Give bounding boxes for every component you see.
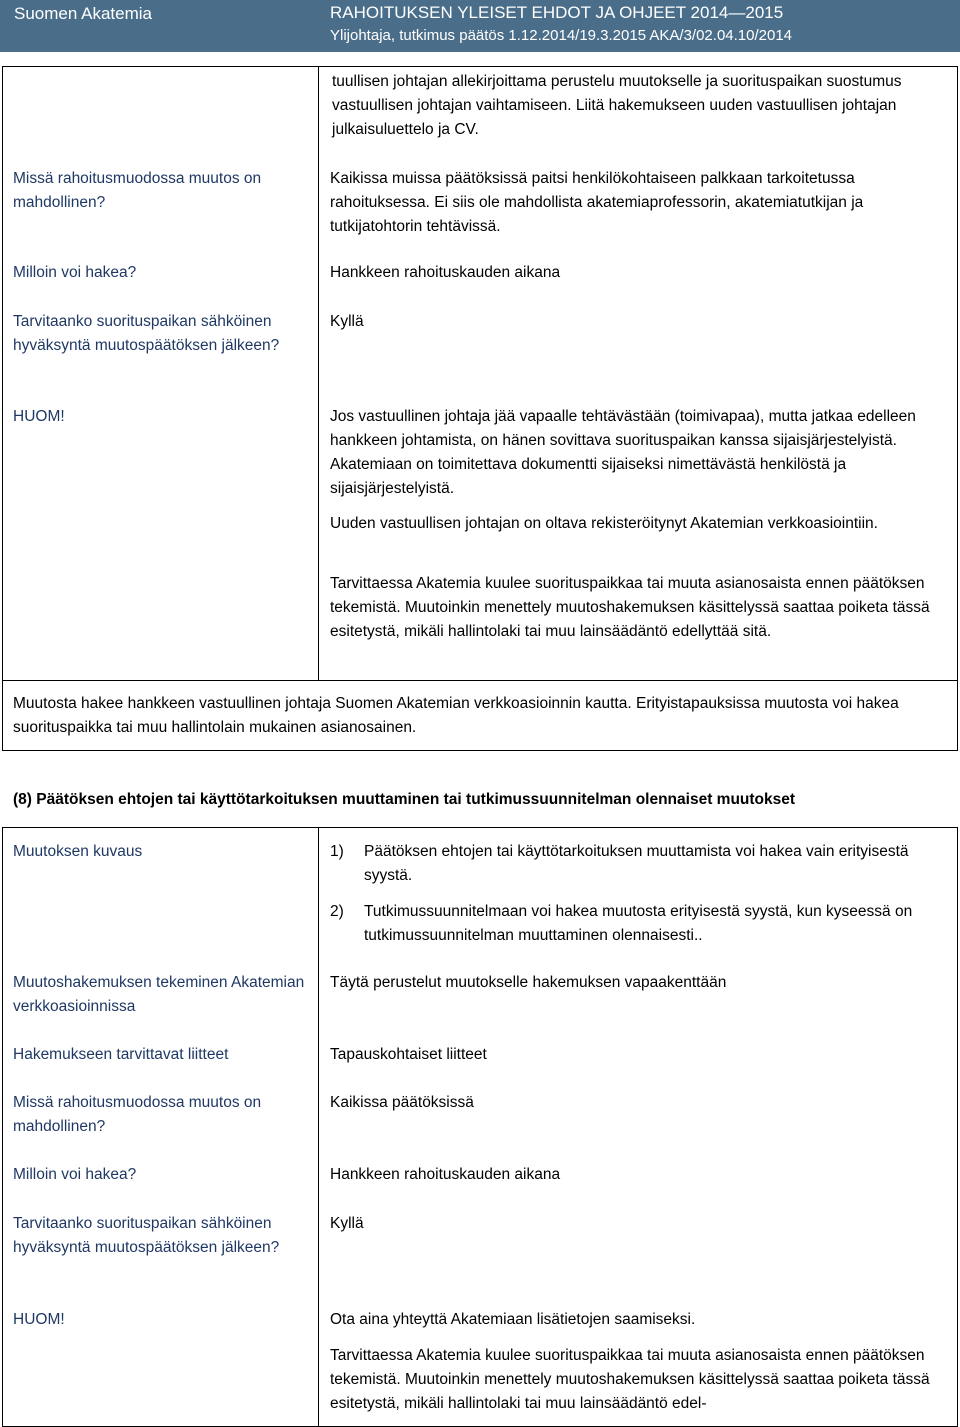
- row-label-funding-type: Missä rahoitusmuodossa muutos on mahdollinen?: [13, 170, 262, 211]
- section8-heading: (8) Päätöksen ehtojen tai käyttötarkoituksen muuttaminen tai tutkimussuunnitelman olennaiset muutokset: [13, 791, 796, 808]
- row-label-verkkoasiointi: Muutoshakemuksen tekeminen Akatemian verkkoasioinnissa: [13, 974, 305, 1015]
- row-value-approval: Kyllä: [330, 313, 364, 330]
- row-value-funding-type: Kaikissa muissa päätöksissä paitsi henkilökohtaiseen palkkaan tarkoitetussa rahoituksessa. Ei siis ole mahdollista akatemiaprofessorin, akatemiatutkijan ja tutkijatohtorin tehtävissä.: [330, 170, 864, 235]
- row-label-huom: HUOM!: [13, 408, 65, 425]
- row-value-when-8: Hankkeen rahoituskauden aikana: [330, 1166, 561, 1183]
- row-value-funding-type-8: Kaikissa päätöksissä: [330, 1094, 474, 1111]
- row-label-funding-type-8: Missä rahoitusmuodossa muutos on mahdollinen?: [13, 1094, 262, 1135]
- kuvaus-item-1-text: Päätöksen ehtojen tai käyttötarkoituksen muuttamista voi hakea vain erityisestä syystä.: [364, 843, 909, 884]
- kuvaus-item-1-number: 1): [330, 843, 344, 860]
- row-value-when: Hankkeen rahoituskauden aikana: [330, 264, 561, 281]
- header-brand: Suomen Akatemia: [14, 4, 152, 23]
- header-title: RAHOITUKSEN YLEISET EHDOT JA OHJEET 2014—2015: [330, 3, 784, 22]
- huom-paragraph-2: Uuden vastuullisen johtajan on oltava rekisteröitynyt Akatemian verkkoasiointiin.: [330, 515, 878, 532]
- row-label-when-8: Milloin voi hakea?: [13, 1166, 137, 1183]
- huom-8-extra: Tarvittaessa Akatemia kuulee suorituspaikkaa tai muuta asianosaista ennen päätöksen tekemistä. Muutoinkin menettely muutoshakemuksen käsittelyssä saattaa poiketa tässä esitetystä, mikäli hallintolaki tai muu lainsäädäntö edel-: [330, 1347, 930, 1412]
- kuvaus-item-2-text: Tutkimussuunnitelmaan voi hakea muutosta erityisestä syystä, kun kyseessä on tutkimussuunnitelman muuttaminen olennaisesti..: [364, 903, 913, 944]
- row-value-attachments: Tapauskohtaiset liitteet: [330, 1046, 487, 1063]
- kuvaus-item-1: [330, 840, 930, 890]
- row-label-kuvaus: Muutoksen kuvaus: [13, 843, 143, 860]
- huom-paragraph-3: Tarvittaessa Akatemia kuulee suorituspaikkaa tai muuta asianosaista ennen päätöksen tekemistä. Muutoinkin menettely muutoshakemuksen käsittelyssä saattaa poiketa tässä esitetystä, mikäli hallintolaki tai muu lainsäädäntö edellyttää sitä.: [330, 575, 930, 640]
- section7-footer: Muutosta hakee hankkeen vastuullinen johtaja Suomen Akatemian verkkoasioinnin kautta. Erityistapauksissa muutosta voi hakea suorituspaikka tai muu hallintolain mukainen asianosainen.: [13, 695, 899, 736]
- row-label-when: Milloin voi hakea?: [13, 264, 137, 281]
- header-subtitle: Ylijohtaja, tutkimus päätös 1.12.2014/19.3.2015 AKA/3/02.04.10/2014: [330, 27, 793, 44]
- row-value-verkkoasiointi: Täytä perustelut muutokselle hakemuksen vapaakenttään: [330, 974, 727, 991]
- row-value-huom-8: Ota aina yhteyttä Akatemiaan lisätietojen saamiseksi.: [330, 1311, 696, 1328]
- row-label-attachments: Hakemukseen tarvittavat liitteet: [13, 1046, 229, 1063]
- page-header: [0, 0, 960, 52]
- section7-intro-continuation: tuullisen johtajan allekirjoittama perustelu muutokselle ja suorituspaikan suostumus vastuullisen johtajan vaihtamiseen. Liitä hakemukseen uuden vastuullisen johtajan julkaisuluettelo ja CV.: [332, 73, 902, 138]
- huom-paragraph-1: Jos vastuullinen johtaja jää vapaalle tehtävästään (toimivapaa), mutta jatkaa edelleen hankkeen johtamista, on hänen sovittava suorituspaikan kanssa sijaisjärjestelyistä. Akatemiaan on toimitettava dokumentti sijaiseksi nimettävästä henkilöstä ja sijaisjärjestelyistä.: [330, 408, 916, 497]
- row-label-huom-8: HUOM!: [13, 1311, 65, 1328]
- kuvaus-item-2-number: 2): [330, 903, 344, 920]
- row-value-approval-8: Kyllä: [330, 1215, 364, 1232]
- row-label-approval-8: Tarvitaanko suorituspaikan sähköinen hyväksyntä muutospäätöksen jälkeen?: [13, 1215, 280, 1256]
- row-label-approval: Tarvitaanko suorituspaikan sähköinen hyväksyntä muutospäätöksen jälkeen?: [13, 313, 280, 354]
- kuvaus-item-2: [330, 900, 930, 950]
